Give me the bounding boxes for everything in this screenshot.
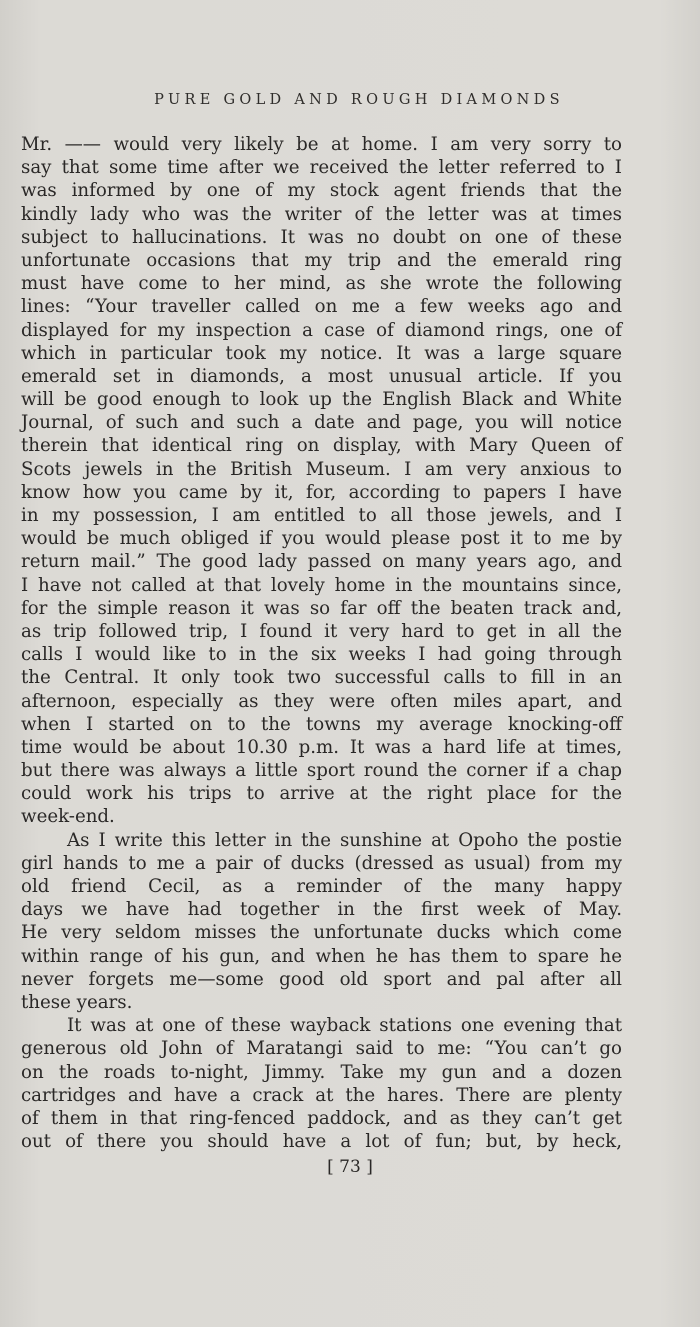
text-line: I have not called at that lovely home in the mountains since, — [21, 574, 622, 596]
text-line: Mr. —— would very likely be at home. I am very sorry to — [21, 134, 622, 155]
text-line: as trip followed trip, I found it very hard to get in all the — [21, 620, 622, 642]
text-line: afternoon, especially as they were often miles apart, and — [21, 690, 622, 712]
running-head: PURE GOLD AND ROUGH DIAMONDS — [154, 92, 564, 108]
text-line: could work his trips to arrive at the right place for the — [21, 783, 622, 805]
page-number: [ 73 ] — [327, 1157, 373, 1177]
text-line: generous old John of Maratangi said to me: “You can’t go — [21, 1038, 622, 1060]
text-line: never forgets me—some good old sport and pal after all — [21, 968, 622, 990]
text-line: must have come to her mind, as she wrote the following — [21, 273, 622, 295]
text-line: within range of his gun, and when he has them to spare he — [21, 945, 622, 967]
text-line: lines: “Your traveller called on me a few weeks ago and — [21, 296, 622, 318]
text-line: displayed for my inspection a case of diamond rings, one of — [21, 319, 622, 341]
text-line: return mail.” The good lady passed on many years ago, and — [21, 551, 622, 573]
text-line: for the simple reason it was so far off the beaten track and, — [21, 597, 622, 619]
text-line: these years. — [21, 991, 133, 1013]
text-line: subject to hallucinations. It was no doubt on one of these — [21, 226, 622, 248]
text-line: As I write this letter in the sunshine at Opoho the postie — [67, 829, 622, 851]
text-line: time would be about 10.30 p.m. It was a hard life at times, — [21, 736, 622, 758]
text-line: when I started on to the towns my average knocking-off — [21, 713, 622, 735]
text-line: He very seldom misses the unfortunate ducks which come — [21, 922, 622, 944]
text-line: cartridges and have a crack at the hares. There are plenty — [21, 1084, 622, 1106]
text-line: Scots jewels in the British Museum. I am very anxious to — [21, 458, 622, 480]
text-line: the Central. It only took two successful calls to fill in an — [21, 667, 622, 689]
text-line: girl hands to me a pair of ducks (dressed as usual) from my — [21, 852, 622, 874]
text-line: calls I would like to in the six weeks I had going through — [21, 644, 622, 666]
text-line: kindly lady who was the writer of the letter was at times — [21, 203, 622, 225]
text-line: say that some time after we received the letter referred to I — [21, 157, 622, 179]
text-line: days we have had together in the first week of May. — [21, 899, 622, 921]
text-line: will be good enough to look up the English Black and White — [21, 389, 622, 411]
text-line: It was at one of these wayback stations one evening that — [67, 1015, 622, 1037]
text-line: Journal, of such and such a date and page, you will notice — [21, 412, 622, 434]
text-line: week-end. — [21, 806, 115, 828]
text-line: of them in that ring-fenced paddock, and as they can’t get — [21, 1107, 622, 1129]
text-line: but there was always a little sport round the corner if a chap — [21, 760, 622, 782]
text-line: would be much obliged if you would please post it to me by — [21, 528, 622, 550]
text-line: know how you came by it, for, according to papers I have — [21, 481, 622, 503]
text-line: emerald set in diamonds, a most unusual article. If you — [21, 365, 622, 387]
body-text — [21, 133, 622, 1153]
text-line: old friend Cecil, as a reminder of the many happy — [21, 876, 622, 897]
text-line: in my possession, I am entitled to all those jewels, and I — [21, 505, 622, 526]
text-line: was informed by one of my stock agent friends that the — [21, 180, 622, 202]
text-line: out of there you should have a lot of fun; but, by heck, — [21, 1131, 622, 1153]
text-line: therein that identical ring on display, with Mary Queen of — [21, 435, 622, 457]
text-line: which in particular took my notice. It was a large square — [21, 342, 622, 364]
text-line: on the roads to-night, Jimmy. Take my gun and a dozen — [21, 1061, 622, 1083]
text-line: unfortunate occasions that my trip and the emerald ring — [21, 249, 622, 271]
